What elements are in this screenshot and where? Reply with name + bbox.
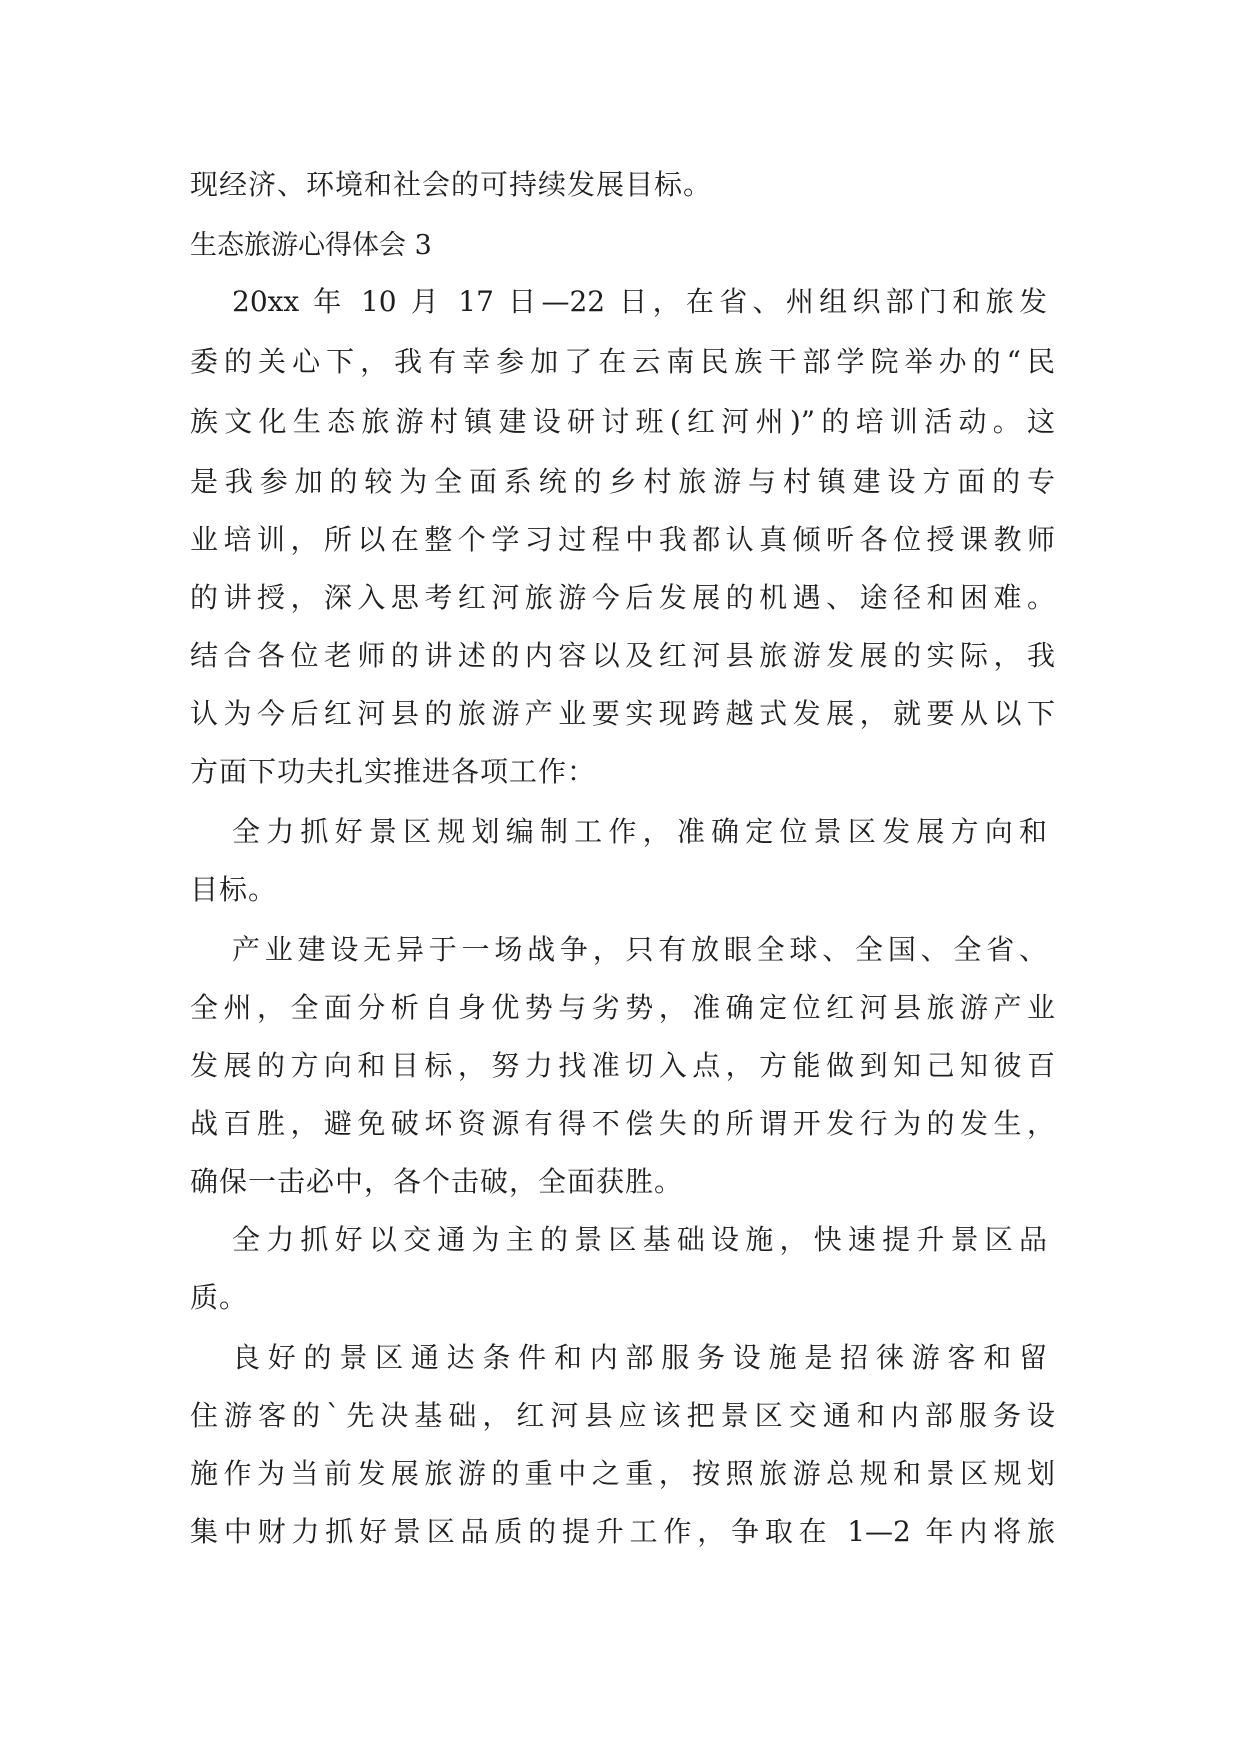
paragraph-line: 方面下功夫扎实推进各项工作： <box>190 755 597 788</box>
paragraph-line: 委的关心下，我有幸参加了在云南民族干部学院举办的“民 <box>190 345 1055 378</box>
paragraph-line: 认为今后红河县的旅游产业要实现跨越式发展，就要从以下 <box>190 697 1055 730</box>
paragraph-line: 的讲授，深入思考红河旅游今后发展的机遇、途径和困难。 <box>190 581 1055 614</box>
paragraph-line: 是我参加的较为全面系统的乡村旅游与村镇建设方面的专 <box>190 465 1055 498</box>
paragraph-line: 20xx 年 10 月 17 日—22 日，在省、州组织部门和旅发 <box>232 285 1047 318</box>
paragraph-line: 战百胜，避免破坏资源有得不偿失的所谓开发行为的发生， <box>190 1107 1055 1140</box>
paragraph-line: 质。 <box>190 1281 249 1314</box>
paragraph-line: 业培训，所以在整个学习过程中我都认真倾听各位授课教师 <box>190 523 1055 556</box>
paragraph-line: 结合各位老师的讲述的内容以及红河县旅游发展的实际，我 <box>190 639 1055 672</box>
paragraph-line: 确保一击必中，各个击破，全面获胜。 <box>190 1165 684 1198</box>
paragraph-line: 全力抓好以交通为主的景区基础设施，快速提升景区品 <box>232 1223 1047 1256</box>
paragraph-line: 目标。 <box>190 873 278 906</box>
paragraph-line: 集中财力抓好景区品质的提升工作，争取在 1—2 年内将旅 <box>190 1515 1055 1548</box>
paragraph-line: 住游客的`先决基础，红河县应该把景区交通和内部服务设 <box>190 1399 1055 1432</box>
paragraph-line: 良好的景区通达条件和内部服务设施是招徕游客和留 <box>232 1341 1047 1374</box>
paragraph-line: 施作为当前发展旅游的重中之重，按照旅游总规和景区规划 <box>190 1457 1055 1490</box>
paragraph-line: 发展的方向和目标，努力找准切入点，方能做到知己知彼百 <box>190 1049 1055 1082</box>
paragraph-line: 现经济、环境和社会的可持续发展目标。 <box>190 168 713 201</box>
paragraph-line: 全力抓好景区规划编制工作，准确定位景区发展方向和 <box>232 815 1047 848</box>
paragraph-line: 全州，全面分析自身优势与劣势，准确定位红河县旅游产业 <box>190 991 1055 1024</box>
paragraph-line: 族文化生态旅游村镇建设研讨班(红河州)”的培训活动。这 <box>190 405 1055 438</box>
section-title: 生态旅游心得体会 3 <box>190 230 432 261</box>
paragraph-line: 产业建设无异于一场战争，只有放眼全球、全国、全省、 <box>232 933 1047 966</box>
